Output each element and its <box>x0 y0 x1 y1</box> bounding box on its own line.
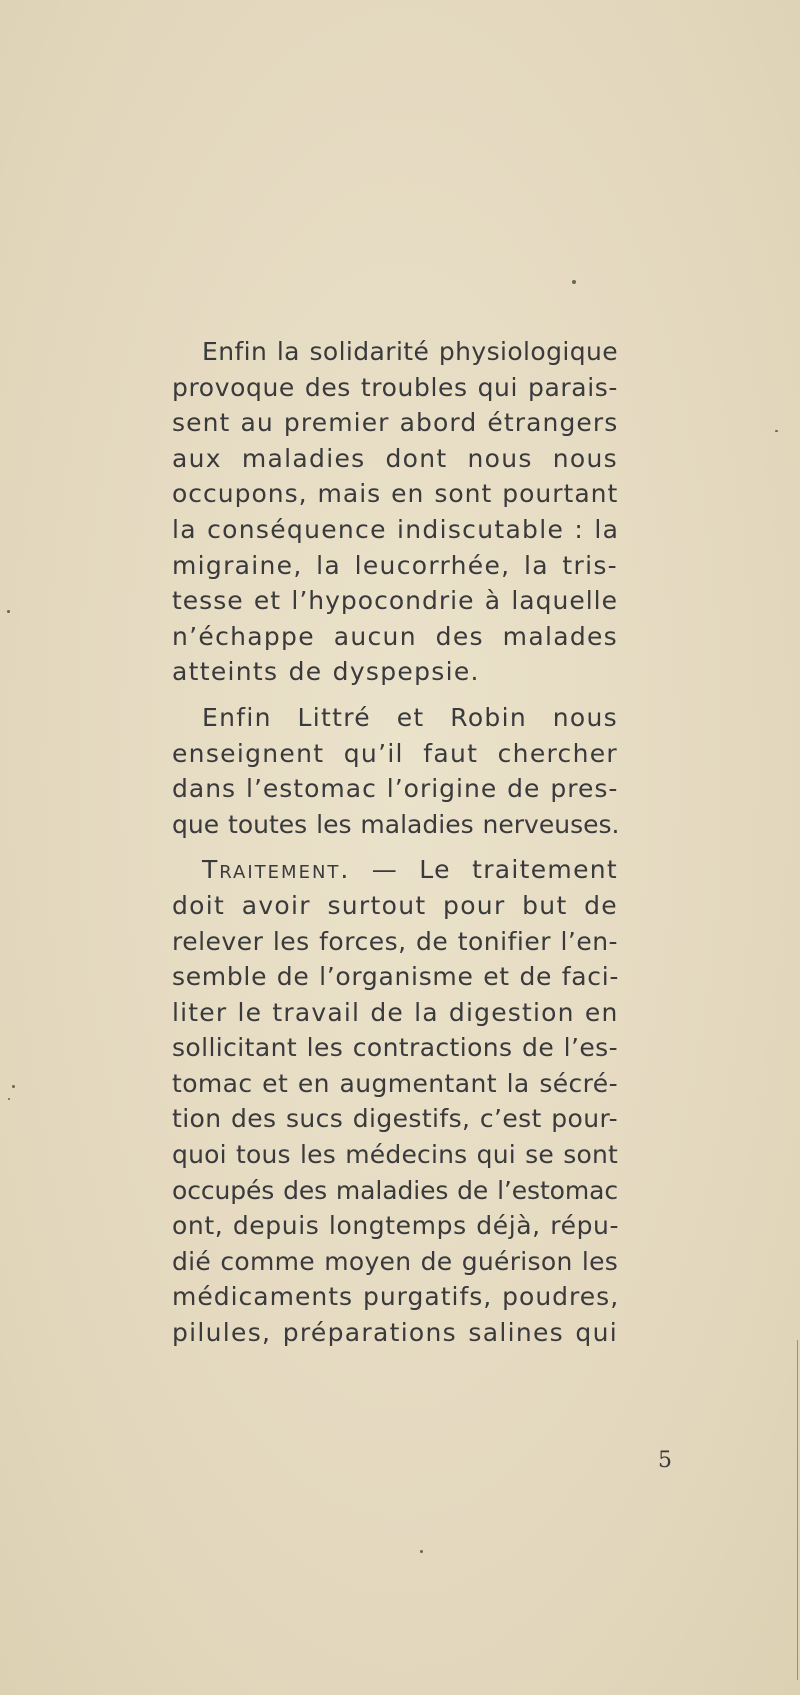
paper-speck <box>420 1550 423 1553</box>
paragraph-1-line: aux maladies dont nous nous <box>172 443 618 473</box>
paragraph-1-line: atteints de dyspepsie. <box>172 657 480 687</box>
paragraph-2-line: Enfin Littré et Robin nous <box>202 702 618 732</box>
paragraph-3-line: occupés des maladies de l’estomac <box>172 1175 618 1205</box>
paragraph-3-line: tomac et en augmentant la sécré- <box>172 1068 618 1098</box>
paragraph-1-line: n’échappe aucun des malades <box>172 621 618 651</box>
paragraph-2-line: enseignent qu’il faut chercher <box>172 738 618 768</box>
paragraph-3-line: liter le travail de la digestion en <box>172 997 619 1027</box>
page-edge <box>797 1340 798 1680</box>
paragraph-3-line: pilules, préparations salines qui <box>172 1318 618 1348</box>
body-text <box>172 334 618 1351</box>
paragraph-1-line: Enfin la solidarité physiologique <box>202 337 618 366</box>
section-heading: Traitement. <box>202 855 351 885</box>
paper-speck <box>7 610 10 613</box>
paragraph-3-line: relever les forces, de tonifier l’en- <box>172 926 619 956</box>
paragraph-3-line: dié comme moyen de guérison les <box>172 1246 619 1276</box>
paragraph-3-line: ont, depuis longtemps déjà, répu- <box>172 1211 620 1241</box>
paragraph-3-first-line-rest: — Le traitement <box>371 855 618 885</box>
paragraph-3-line: doit avoir surtout pour but de <box>172 890 618 920</box>
paragraph-3-line: quoi tous les médecins qui se sont <box>172 1140 618 1170</box>
paragraph-1-line: tesse et l’hypocondrie à laquelle <box>172 586 618 616</box>
paper-speck <box>775 430 778 432</box>
paragraph-1-line: provoque des troubles qui parais- <box>172 372 618 402</box>
paragraph-3-line: tion des sucs digestifs, c’est pour- <box>172 1104 618 1134</box>
paragraph-3-first-line <box>172 852 618 888</box>
paragraph-1-line: migraine, la leucorrhée, la tris- <box>172 550 618 580</box>
paragraph-2-line: que toutes les maladies nerveuses. <box>172 809 620 839</box>
paragraph-3-line: médicaments purgatifs, poudres, <box>172 1282 620 1312</box>
paragraph-1-line: la conséquence indiscutable : la <box>172 514 620 544</box>
paper-speck <box>12 1085 15 1088</box>
paragraph-2-line: dans l’estomac l’origine de pres- <box>172 774 619 804</box>
paper-speck <box>8 1098 10 1100</box>
paragraph-3-line: semble de l’organisme et de faci- <box>172 962 620 992</box>
paragraph-3-line: sollicitant les contractions de l’es- <box>172 1033 618 1063</box>
paragraph-1-line: occupons, mais en sont pourtant <box>172 479 619 509</box>
paper-speck <box>572 280 576 284</box>
page-number: 5 <box>658 1448 672 1473</box>
paragraph-1-line: sent au premier abord étrangers <box>172 408 619 438</box>
